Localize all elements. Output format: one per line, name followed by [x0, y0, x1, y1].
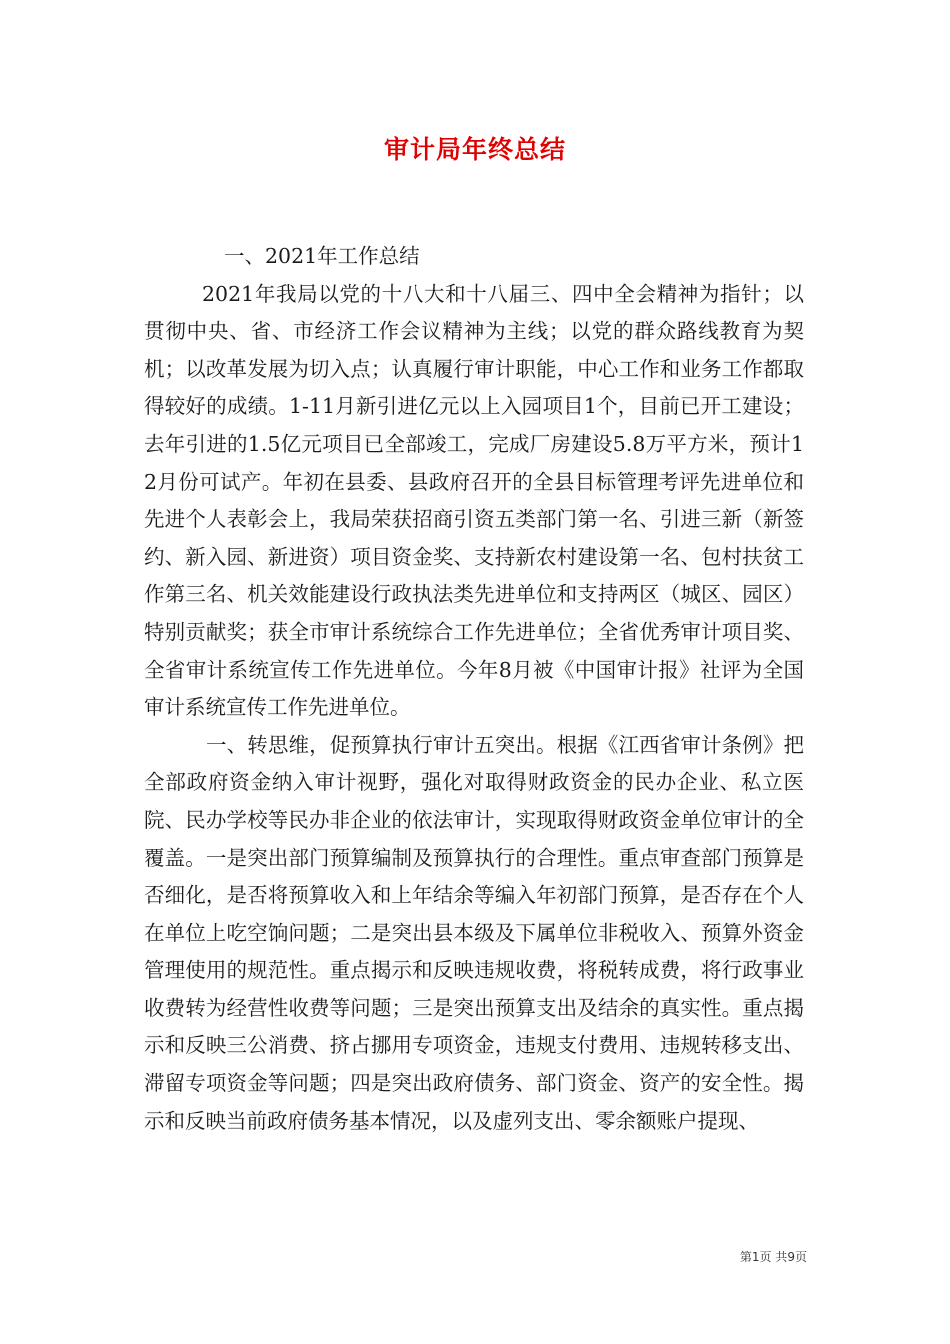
paragraph-budget-audit: 一、转思维，促预算执行审计五突出。根据《江西省审计条例》把全部政府资金纳入审计视野，强化对取得财政资金的民办企业、私立医院、民办学校等民办非企业的依法审计，实现取得财政资金单位审计的全覆盖。一是突出部门预算编制及预算执行的合理性。重点审查部门预算是否细化，是否将预算收入和上年结余等编入年初部门预算，是否存在个人在单位上吃空饷问题；二是突出县本级及下属单位非税收入、预算外资金管理使用的规范性。重点揭示和反映违规收费，将税转成费，将行政事业收费转为经营性收费等问题；三是突出预算支出及结余的真实性。重点揭示和反映三公消费、挤占挪用专项资金，违规支付费用、违规转移支出、滞留专项资金等问题；四是突出政府债务、部门资金、资产的安全性。揭示和反映当前政府债务基本情况，以及虚列支出、零余额账户提现、 — [144, 732, 804, 1133]
document-title: 审计局年终总结 — [383, 135, 566, 164]
page-footer: 第1页 共9页 — [739, 1250, 807, 1264]
paragraph-summary: 2021年我局以党的十八大和十八届三、四中全会精神为指针；以贯彻中央、省、市经济工作会议精神为主线；以党的群众路线教育为契机；以改革发展为切入点；认真履行审计职能，中心工作和业务工作都取得较好的成绩。1-11月新引进亿元以上入园项目1个，目前已开工建设；去年引进的1.5亿元项目已全部竣工，完成厂房建设5.8万平方米，预计12月份可试产。年初在县委、县政府召开的全县目标管理考评先进单位和先进个人表彰会上，我局荣获招商引资五类部门第一名、引进三新（新签约、新入园、新进资）项目资金奖、支持新农村建设第一名、包村扶贫工作第三名、机关效能建设行政执法类先进单位和支持两区（城区、园区）特别贡献奖；获全市审计系统综合工作先进单位；全省优秀审计项目奖、全省审计系统宣传工作先进单位。今年8月被《中国审计报》社评为全国审计系统宣传工作先进单位。 — [144, 281, 804, 720]
section-heading: 一、2021年工作总结 — [224, 244, 420, 268]
document-body — [144, 238, 804, 1140]
